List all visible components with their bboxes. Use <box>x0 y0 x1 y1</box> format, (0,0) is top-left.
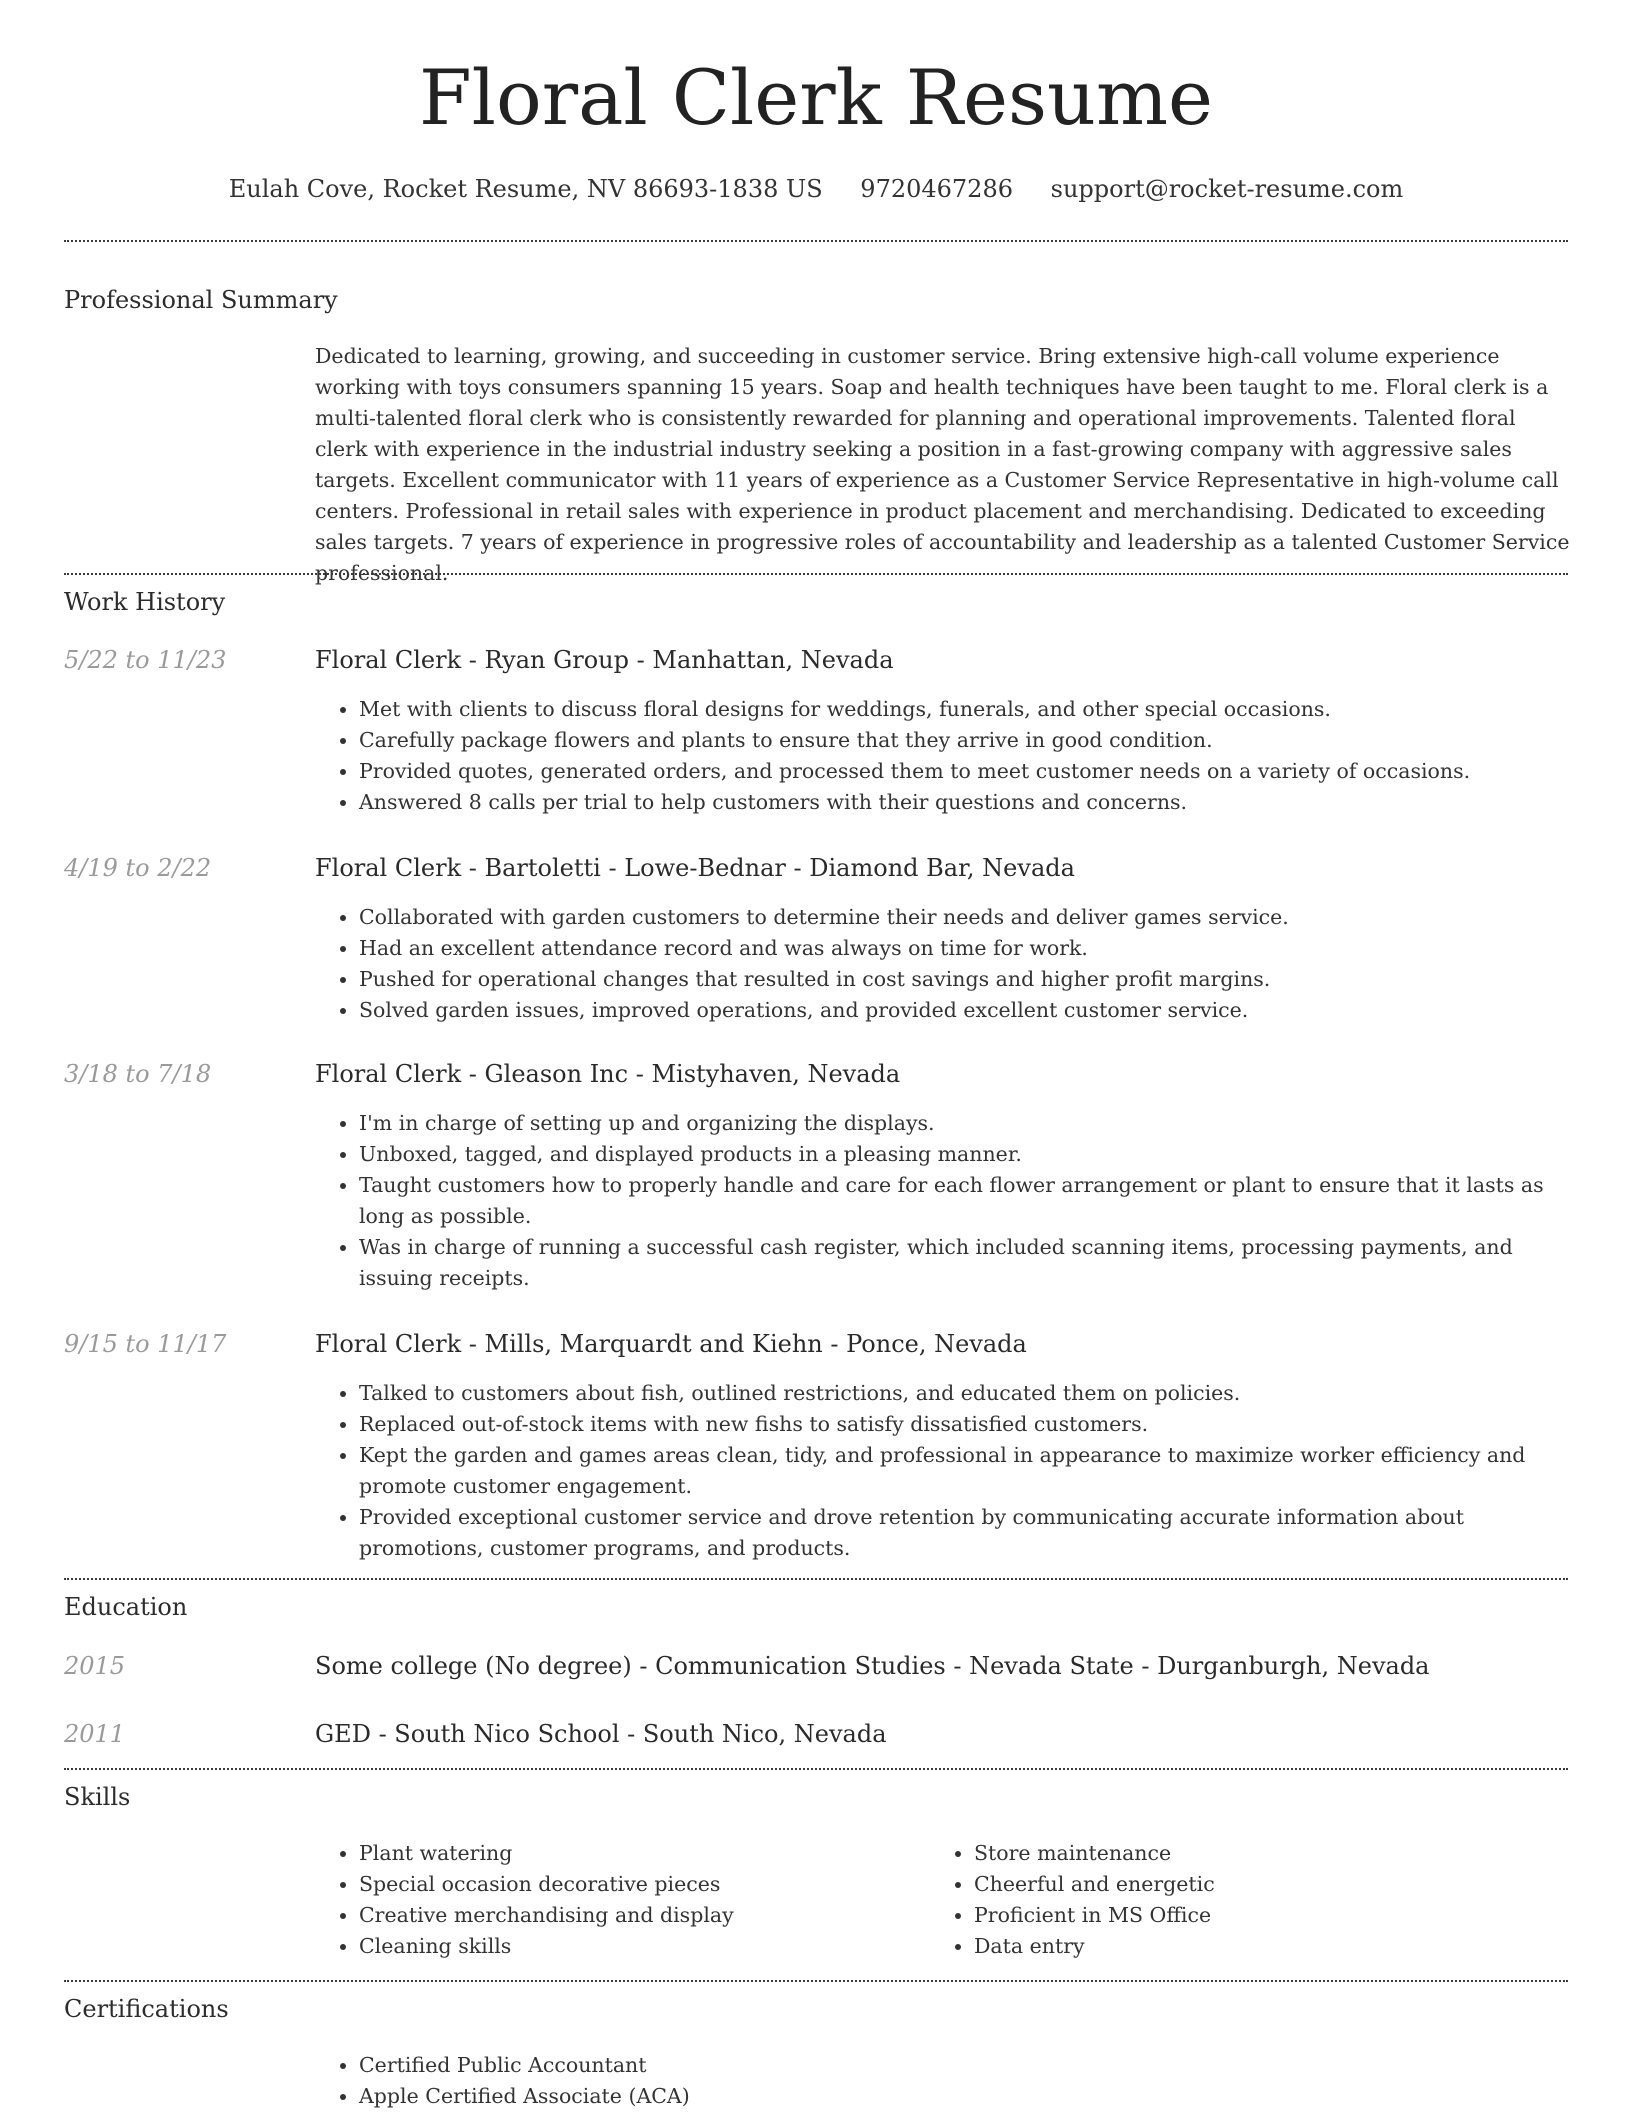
section-heading-summary: Professional Summary <box>64 286 338 314</box>
job-title: Floral Clerk - Mills, Marquardt and Kiehn - Ponce, Nevada <box>315 1330 1027 1358</box>
list-item: • Collaborated with garden customers to determine their needs and deliver games service. <box>359 902 1570 933</box>
divider <box>64 573 1568 575</box>
section-heading-education: Education <box>64 1593 188 1621</box>
job-dates: 3/18 to 7/18 <box>64 1060 212 1088</box>
list-item: • Cleaning skills <box>359 1931 915 1962</box>
skills-list-left <box>315 1838 915 1962</box>
section-heading-skills: Skills <box>64 1783 131 1811</box>
summary-text: Dedicated to learning, growing, and succeeding in customer service. Bring extensive high-call volume experience working with toys consumers spanning 15 years. Soap and health techniques have been taught to me. Floral clerk is a multi-talented floral clerk who is consistently rewarded for planning and operational improvements. Talented floral clerk with experience in the industrial industry seeking a position in a fast-growing company with aggressive sales targets. Excellent communicator with 11 years of experience as a Customer Service Representative in high-volume call centers. Professional in retail sales with experience in product placement and merchandising. Dedicated to exceeding sales targets. 7 years of experience in progressive roles of accountability and leadership as a talented Customer Service professional. <box>315 344 1570 585</box>
job-dates: 9/15 to 11/17 <box>64 1330 227 1358</box>
list-item: • Provided quotes, generated orders, and processed them to meet customer needs on a variety of occasions. <box>359 756 1570 787</box>
list-item: • Unboxed, tagged, and displayed products in a pleasing manner. <box>359 1139 1570 1170</box>
list-item: • Was in charge of running a successful cash register, which included scanning items, processing payments, and issuing receipts. <box>359 1232 1570 1294</box>
list-item: • Kept the garden and games areas clean, tidy, and professional in appearance to maximize worker efficiency and promote customer engagement. <box>359 1440 1570 1502</box>
education-year: 2015 <box>64 1652 126 1680</box>
list-item: • Taught customers how to properly handle and care for each flower arrangement or plant to ensure that it lasts as long as possible. <box>359 1170 1570 1232</box>
list-item: • Carefully package flowers and plants to ensure that they arrive in good condition. <box>359 725 1570 756</box>
email: support@rocket-resume.com <box>1050 175 1404 203</box>
certifications-list <box>315 2050 1570 2112</box>
list-item: • Store maintenance <box>974 1838 1530 1869</box>
phone: 9720467286 <box>860 175 1013 203</box>
list-item: • I'm in charge of setting up and organizing the displays. <box>359 1108 1570 1139</box>
education-entry: Some college (No degree) - Communication Studies - Nevada State - Durganburgh, Nevada <box>315 1652 1430 1680</box>
job-dates: 4/19 to 2/22 <box>64 854 212 882</box>
address: Eulah Cove, Rocket Resume, NV 86693-1838 US <box>228 175 823 203</box>
list-item: • Proficient in MS Office <box>974 1900 1530 1931</box>
job-title: Floral Clerk - Ryan Group - Manhattan, Nevada <box>315 646 894 674</box>
page-title: Floral Clerk Resume <box>418 53 1214 142</box>
job-bullets <box>315 902 1570 1026</box>
education-entry: GED - South Nico School - South Nico, Nevada <box>315 1720 887 1748</box>
list-item: • Solved garden issues, improved operations, and provided excellent customer service. <box>359 995 1570 1026</box>
divider <box>64 1980 1568 1982</box>
education-year: 2011 <box>64 1720 126 1748</box>
list-item: • Met with clients to discuss floral designs for weddings, funerals, and other special occasions. <box>359 694 1570 725</box>
list-item: • Certified Public Accountant <box>359 2050 1570 2081</box>
divider <box>64 1768 1568 1770</box>
list-item: • Answered 8 calls per trial to help customers with their questions and concerns. <box>359 787 1570 818</box>
section-heading-certifications: Certifications <box>64 1995 229 2023</box>
list-item: • Apple Certified Associate (ACA) <box>359 2081 1570 2112</box>
job-dates: 5/22 to 11/23 <box>64 646 227 674</box>
list-item: • Provided exceptional customer service and drove retention by communicating accurate information about promotions, customer programs, and products. <box>359 1502 1570 1564</box>
list-item: • Cheerful and energetic <box>974 1869 1530 1900</box>
job-bullets <box>315 1378 1570 1564</box>
list-item: • Special occasion decorative pieces <box>359 1869 915 1900</box>
job-bullets <box>315 1108 1570 1294</box>
list-item: • Creative merchandising and display <box>359 1900 915 1931</box>
job-title: Floral Clerk - Gleason Inc - Mistyhaven, Nevada <box>315 1060 901 1088</box>
divider <box>64 240 1568 242</box>
list-item: • Had an excellent attendance record and was always on time for work. <box>359 933 1570 964</box>
divider <box>64 1578 1568 1580</box>
list-item: • Data entry <box>974 1931 1530 1962</box>
list-item: • Pushed for operational changes that resulted in cost savings and higher profit margins. <box>359 964 1570 995</box>
list-item: • Talked to customers about fish, outlined restrictions, and educated them on policies. <box>359 1378 1570 1409</box>
list-item: • Plant watering <box>359 1838 915 1869</box>
skills-list-right <box>930 1838 1530 1962</box>
list-item: • Replaced out-of-stock items with new fishs to satisfy dissatisfied customers. <box>359 1409 1570 1440</box>
job-title: Floral Clerk - Bartoletti - Lowe-Bednar - Diamond Bar, Nevada <box>315 854 1075 882</box>
job-bullets <box>315 694 1570 818</box>
section-heading-work-history: Work History <box>64 588 226 616</box>
contact-info <box>0 172 1632 206</box>
